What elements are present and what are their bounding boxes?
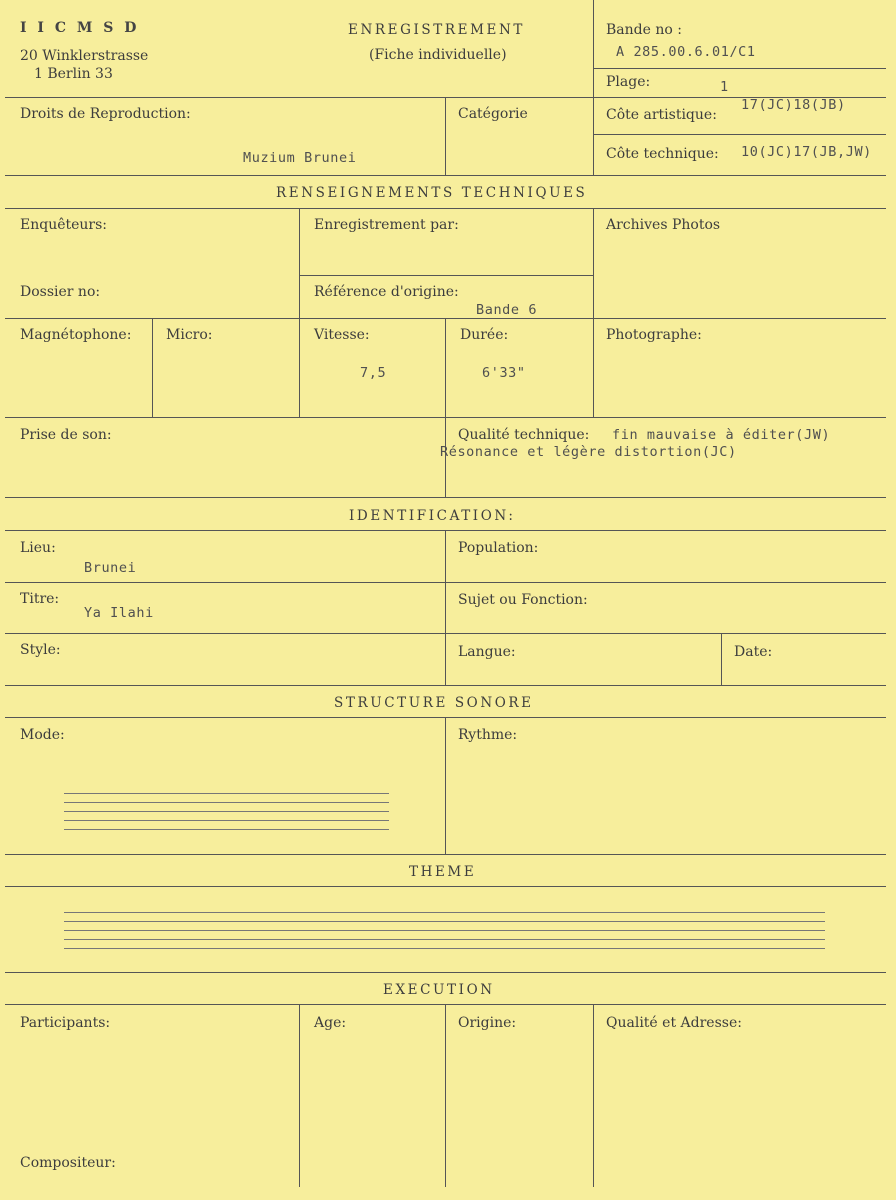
droits-value: Muzium Brunei (243, 150, 357, 166)
micro-label: Micro: (166, 327, 213, 343)
qualite-technique-value-1: fin mauvaise à éditer(JW) (612, 427, 831, 443)
vitesse-value: 7,5 (360, 365, 387, 381)
reference-value: Bande 6 (476, 302, 538, 318)
duree-value: 6'33" (482, 365, 526, 381)
theme-staff-line (64, 921, 825, 922)
theme-staff-line (64, 912, 825, 913)
compositeur-label: Compositeur: (20, 1155, 116, 1171)
theme-staff-line (64, 948, 825, 949)
enqueteurs-label: Enquêteurs: (20, 217, 108, 233)
cote-technique-label: Côte technique: (606, 146, 719, 162)
dossier-label: Dossier no: (20, 284, 101, 300)
bande-value: A 285.00.6.01/C1 (616, 44, 756, 60)
qualite-technique-value-2: Résonance et légère distortion(JC) (440, 444, 737, 460)
plage-label: Plage: (606, 74, 651, 90)
rule (299, 1004, 300, 1187)
section-heading-structure: STRUCTURE SONORE (334, 695, 534, 711)
cote-artistique-value: 17(JC)18(JB) (741, 97, 846, 113)
org-logo: I I C M S D (20, 20, 140, 36)
section-heading-identification: IDENTIFICATION: (349, 508, 516, 524)
rule (445, 530, 446, 685)
titre-label: Titre: (20, 591, 60, 607)
form-title: ENREGISTREMENT (348, 22, 525, 38)
address-line-1: 20 Winklerstrasse (20, 48, 149, 64)
cote-technique-value: 10(JC)17(JB,JW) (741, 144, 872, 160)
duree-label: Durée: (460, 327, 509, 343)
qualite-adresse-label: Qualité et Adresse: (606, 1015, 742, 1031)
participants-label: Participants: (20, 1015, 111, 1031)
mode-staff-line (64, 802, 389, 803)
rule (299, 275, 593, 276)
rule (5, 208, 886, 209)
lieu-value: Brunei (84, 560, 137, 576)
age-label: Age: (314, 1015, 347, 1031)
magnetophone-label: Magnétophone: (20, 327, 132, 343)
vitesse-label: Vitesse: (314, 327, 370, 343)
date-label: Date: (734, 644, 773, 660)
rule (5, 685, 886, 686)
mode-staff-line (64, 811, 389, 812)
titre-value: Ya Ilahi (84, 605, 154, 621)
rule (721, 633, 722, 685)
plage-value: 1 (720, 79, 729, 95)
lieu-label: Lieu: (20, 540, 56, 556)
rule (593, 0, 594, 175)
population-label: Population: (458, 540, 539, 556)
form-subtitle: (Fiche individuelle) (369, 47, 507, 63)
mode-staff-line (64, 820, 389, 821)
rule (5, 175, 886, 176)
rule (5, 854, 886, 855)
bande-label: Bande no : (606, 22, 682, 38)
rule (445, 1004, 446, 1187)
prise-de-son-label: Prise de son: (20, 427, 112, 443)
address-line-2: 1 Berlin 33 (34, 66, 113, 82)
archives-photos-label: Archives Photos (606, 217, 721, 233)
section-heading-technique: RENSEIGNEMENTS TECHNIQUES (276, 185, 588, 201)
enregistrement-par-label: Enregistrement par: (314, 217, 459, 233)
section-heading-theme: THEME (409, 864, 477, 880)
rule (593, 208, 594, 417)
rule (5, 972, 886, 973)
origine-label: Origine: (458, 1015, 517, 1031)
rule (445, 97, 446, 175)
sujet-label: Sujet ou Fonction: (458, 592, 588, 608)
rule (5, 497, 886, 498)
rule (445, 318, 446, 497)
photographe-label: Photographe: (606, 327, 702, 343)
rule (445, 717, 446, 854)
rule (299, 208, 300, 417)
rule (152, 318, 153, 417)
rule (5, 886, 886, 887)
theme-staff-line (64, 930, 825, 931)
mode-label: Mode: (20, 727, 65, 743)
cote-artistique-label: Côte artistique: (606, 107, 717, 123)
rythme-label: Rythme: (458, 727, 518, 743)
style-label: Style: (20, 642, 61, 658)
droits-label: Droits de Reproduction: (20, 106, 191, 122)
qualite-technique-label: Qualité technique: (458, 427, 590, 443)
mode-staff-line (64, 829, 389, 830)
rule (593, 1004, 594, 1187)
rule (593, 134, 886, 135)
theme-staff-line (64, 939, 825, 940)
mode-staff-line (64, 793, 389, 794)
reference-label: Référence d'origine: (314, 284, 459, 300)
categorie-label: Catégorie (458, 106, 528, 122)
section-heading-execution: EXECUTION (383, 982, 495, 998)
langue-label: Langue: (458, 644, 516, 660)
rule (593, 68, 886, 69)
